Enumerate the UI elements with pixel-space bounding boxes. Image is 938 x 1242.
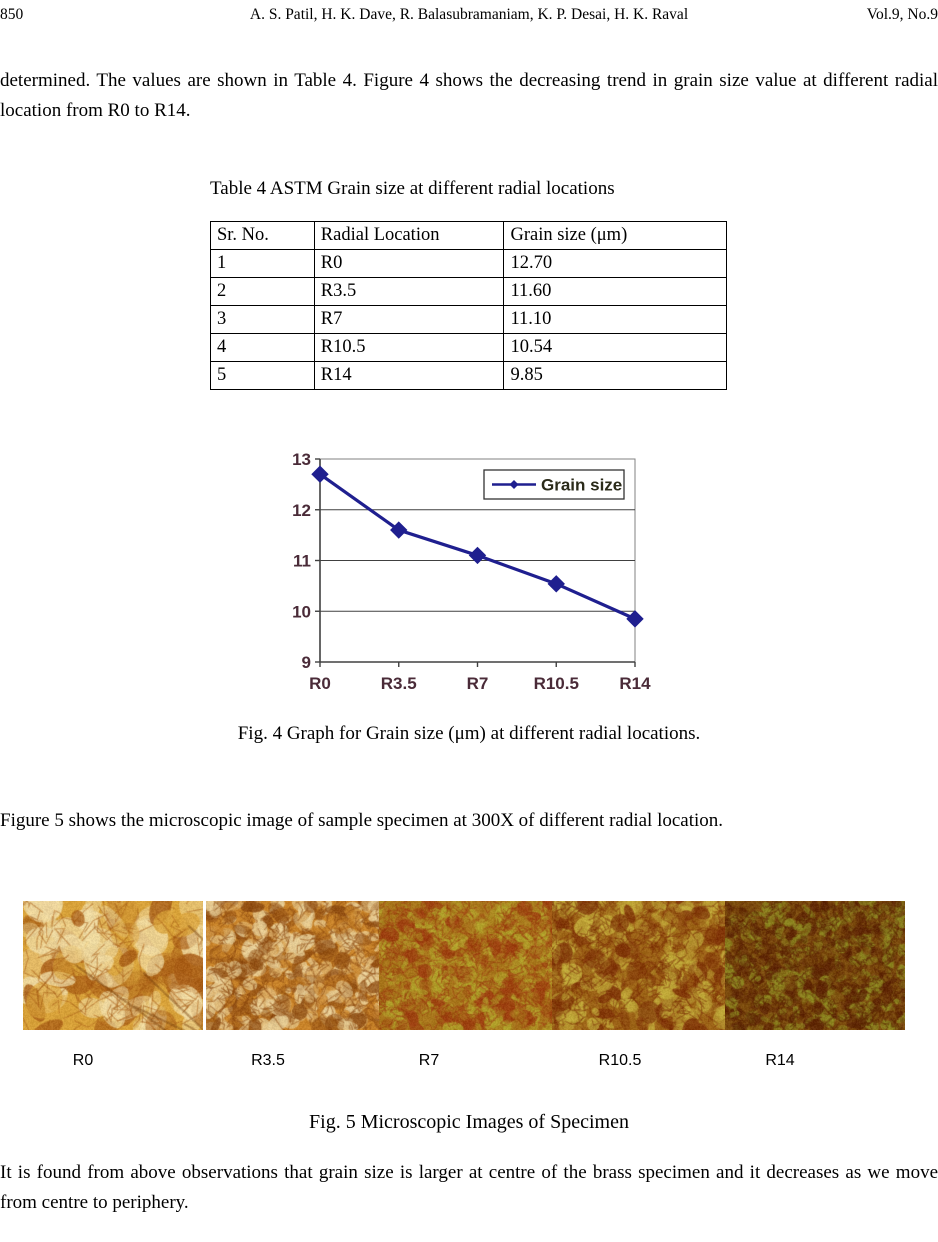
cell-radial-location: R0 xyxy=(314,250,504,278)
cell-sr-no: 1 xyxy=(211,250,315,278)
micrograph-r14 xyxy=(725,901,905,1030)
cell-sr-no: 4 xyxy=(211,334,315,362)
cell-grain-size: 11.60 xyxy=(504,278,727,306)
column-header-grain: Grain size (μm) xyxy=(504,222,727,250)
micrograph-label-r10-5: R10.5 xyxy=(598,1052,642,1069)
running-head xyxy=(0,4,938,26)
y-axis-tick-label: 12 xyxy=(292,500,311,520)
cell-radial-location: R14 xyxy=(314,362,504,390)
x-axis-tick-label: R7 xyxy=(466,674,489,693)
table-header-row xyxy=(211,222,727,250)
x-axis-tick-label: R14 xyxy=(619,674,651,693)
volume-issue: Vol.9, No.9 xyxy=(866,6,938,23)
y-axis-tick-label: 11 xyxy=(293,551,311,571)
cell-grain-size: 9.85 xyxy=(504,362,727,390)
micrograph-label-r7: R7 xyxy=(418,1052,440,1069)
figure-5-caption: Fig. 5 Microscopic Images of Specimen xyxy=(309,1111,629,1133)
table-row xyxy=(211,306,727,334)
x-axis-tick-label: R3.5 xyxy=(380,674,417,693)
figure-4-caption: Fig. 4 Graph for Grain size (μm) at different radial locations. xyxy=(237,723,701,744)
cell-radial-location: R7 xyxy=(314,306,504,334)
column-header-sr-no: Sr. No. xyxy=(211,222,315,250)
micrograph-label-r14: R14 xyxy=(765,1052,795,1069)
micrograph-r7 xyxy=(379,901,559,1030)
page-number: 850 xyxy=(0,6,24,23)
paragraph-intro: determined. The values are shown in Table 4. Figure 4 shows the decreasing trend in grain size value at different radial location from R0 to R14. xyxy=(0,70,938,121)
cell-radial-location: R3.5 xyxy=(314,278,504,306)
cell-sr-no: 5 xyxy=(211,362,315,390)
micrograph-r0 xyxy=(23,901,203,1030)
micrograph-label-r3-5: R3.5 xyxy=(251,1052,285,1069)
column-header-radial: Radial Location xyxy=(314,222,504,250)
legend-label: Grain size xyxy=(541,475,623,495)
micrograph-r10-5 xyxy=(552,901,732,1030)
table-row xyxy=(211,250,727,278)
table-row xyxy=(211,334,727,362)
paragraph-conclusion: It is found from above observations that grain size is larger at centre of the brass specimen and it decreases as we move from centre to periphery. xyxy=(0,1162,938,1213)
micrograph-label-row xyxy=(0,1052,938,1074)
cell-radial-location: R10.5 xyxy=(314,334,504,362)
y-axis-tick-label: 13 xyxy=(292,450,311,469)
cell-sr-no: 3 xyxy=(211,306,315,334)
micrograph-row xyxy=(0,901,938,1031)
table-caption: Table 4 ASTM Grain size at different radial locations xyxy=(210,178,615,199)
cell-grain-size: 12.70 xyxy=(504,250,727,278)
paragraph-figure5-intro: Figure 5 shows the microscopic image of sample specimen at 300X of different radial location. xyxy=(0,810,724,831)
x-axis-tick-label: R0 xyxy=(309,674,331,693)
x-axis-tick-label: R10.5 xyxy=(533,674,579,693)
micrograph-r3-5 xyxy=(206,901,386,1030)
grain-size-line-chart xyxy=(262,444,677,698)
cell-grain-size: 10.54 xyxy=(504,334,727,362)
figure-4-chart xyxy=(262,444,677,698)
cell-grain-size: 11.10 xyxy=(504,306,727,334)
table-row xyxy=(211,362,727,390)
micrograph-label-r0: R0 xyxy=(72,1052,94,1069)
y-axis-tick-label: 9 xyxy=(301,653,311,672)
table-grain-size xyxy=(210,221,727,390)
y-axis-tick-label: 10 xyxy=(292,602,311,622)
author-list: A. S. Patil, H. K. Dave, R. Balasubramaniam, K. P. Desai, H. K. Raval xyxy=(249,6,689,23)
table-row xyxy=(211,278,727,306)
cell-sr-no: 2 xyxy=(211,278,315,306)
